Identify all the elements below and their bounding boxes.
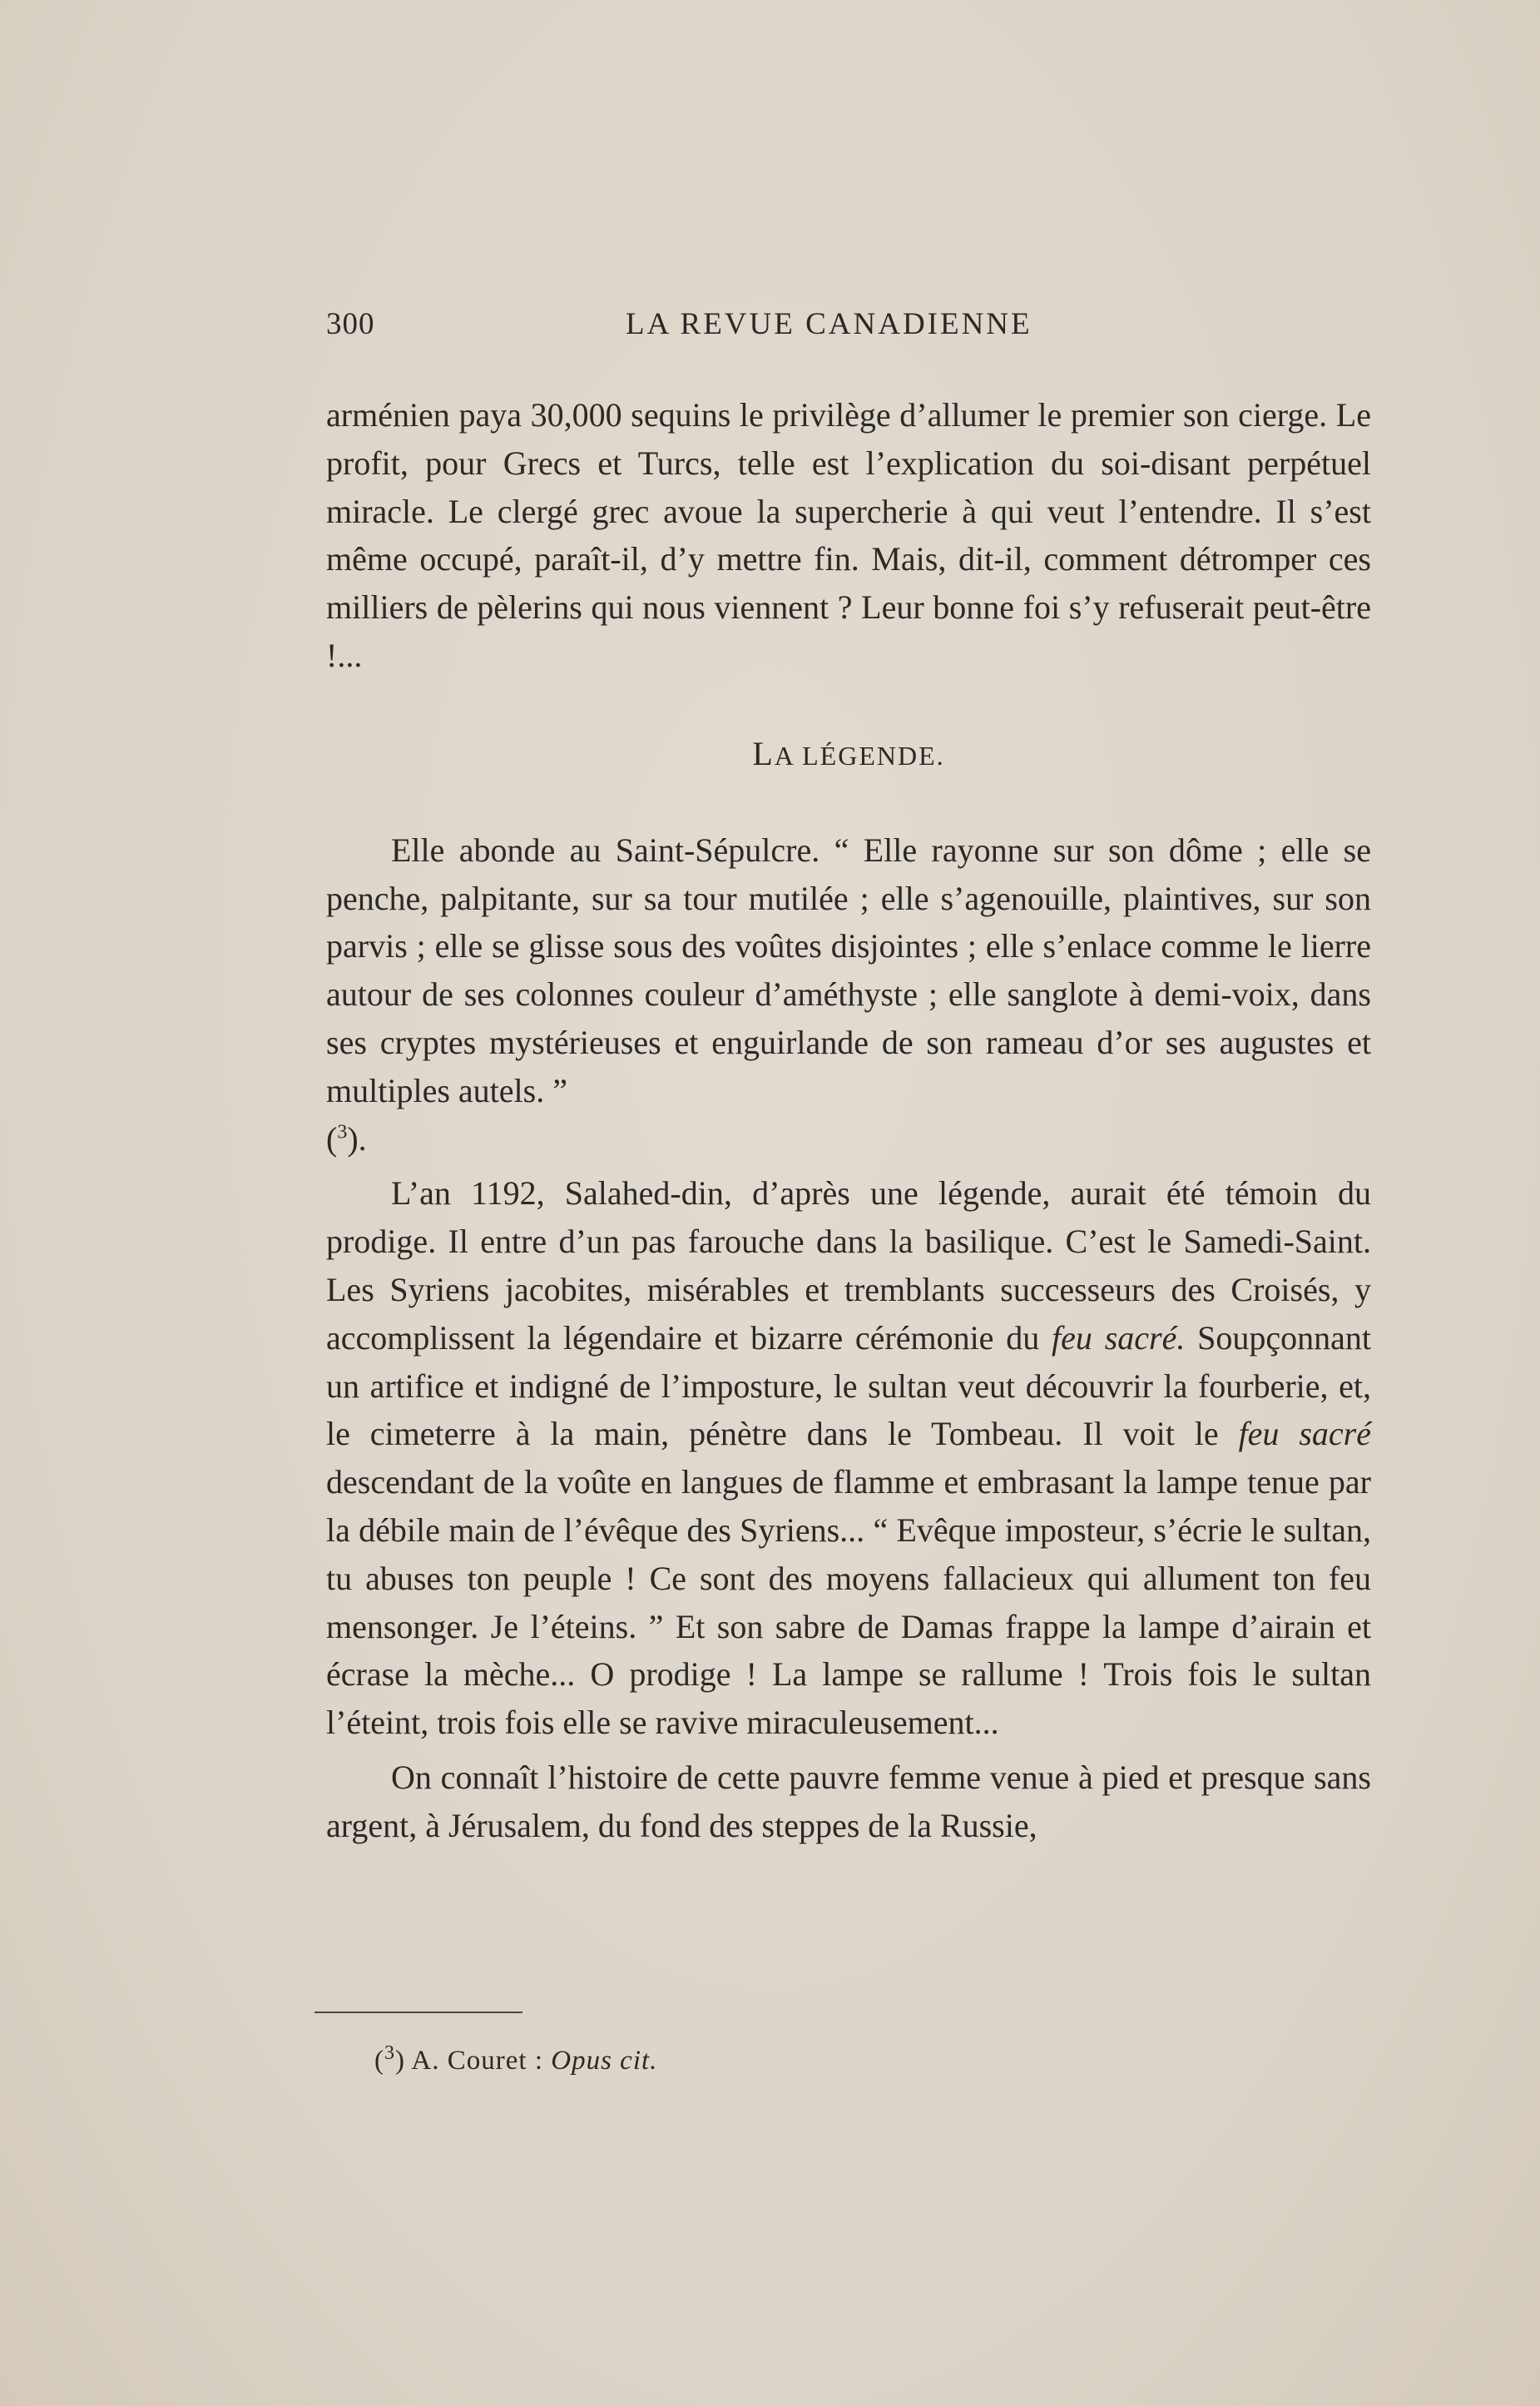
footnote-number: 3	[384, 2042, 395, 2064]
note-ref-open: (	[326, 1119, 338, 1158]
footnote-rule	[314, 2012, 522, 2013]
footnote-open: (	[374, 2046, 384, 2076]
paragraph-3-part-a: L’an 1192, Salahed-din, d’après une légende, aurait été témoin du prodige. Il entre d’un pas farouche dans la basilique. C’est le Samedi-Saint. Les Syriens jacobites, misérables et tremblants successeurs des Croisés, y accomplissent la légendaire et bizarre cérémonie du	[326, 1174, 1371, 1357]
paragraph-2-text: Elle abonde au Saint-Sépulcre. “ Elle rayonne sur son dôme ; elle se penche, palpitante, sur sa tour mutilée ; elle s’agenouille, plaintives, sur son parvis ; elle se glisse sous des voûtes disjointes ; elle s’enlace comme le lierre autour de ses colonnes couleur d’améthyste ; elle sanglote à demi-voix, dans ses cryptes mystérieuses et enguirlande de son rameau d’or ses augustes et multiples autels. ”	[326, 831, 1371, 1109]
running-head: LA REVUE CANADIENNE	[626, 307, 1032, 341]
section-heading-rest: A LÉGENDE.	[774, 740, 945, 771]
page-number: 300	[326, 307, 375, 341]
paragraph-gap	[326, 1747, 1371, 1754]
section-heading	[326, 733, 1371, 776]
paragraph-3-italic-2: feu sacré	[1238, 1415, 1371, 1453]
paragraph-2	[326, 826, 1371, 1163]
body-text	[326, 391, 1371, 1850]
note-ref-close: ).	[347, 1119, 367, 1158]
note-ref-number: 3	[337, 1121, 348, 1143]
paragraph-3-part-c: descendant de la voûte en langues de flamme et embrasant la lampe tenue par la débile main de l’évêque des Syriens... “ Evêque imposteur, s’écrie le sultan, tu abuses ton peuple ! Ce sont des moyens fallacieux qui allument ton feu mensonger. Je l’éteins. ” Et son sabre de Damas frappe la lampe d’airain et écrase la mèche... O prodige ! La lampe se rallume ! Trois fois le sultan l’éteint, trois fois elle se ravive miraculeusement...	[326, 1463, 1371, 1742]
paragraph-3	[326, 1169, 1371, 1747]
paragraph-1: arménien paya 30,000 sequins le privilège d’allumer le premier son cierge. Le profit, pour Grecs et Turcs, telle est l’explication du soi-disant perpétuel miracle. Le clergé grec avoue la supercherie à qui veut l’entendre. Il s’est même occupé, paraît-il, d’y mettre fin. Mais, dit-il, comment détromper ces milliers de pèlerins qui nous viennent ? Leur bonne foi s’y refuserait peut-être !...	[326, 396, 1371, 674]
footnote-close: )	[395, 2046, 405, 2076]
footnote-author: A. Couret :	[405, 2046, 552, 2076]
page-header	[326, 306, 1371, 348]
paragraph-3-italic-1: feu sacré.	[1052, 1318, 1186, 1357]
section-heading-initial: L	[752, 734, 775, 772]
paragraph-gap	[326, 1163, 1371, 1169]
footnote	[374, 2042, 658, 2076]
paragraph-3-part-b: Soupçonnant un artifice et indigné de l’imposture, le sultan veut découvrir la fourberie, et, le cimeterre à la main, pénètre dans le Tombeau. Il voit le	[326, 1318, 1372, 1453]
paragraph-4: On connaît l’histoire de cette pauvre femme venue à pied et presque sans argent, à Jérusalem, du fond des steppes de la Russie,	[326, 1758, 1371, 1844]
footnote-work: Opus cit.	[551, 2046, 658, 2076]
